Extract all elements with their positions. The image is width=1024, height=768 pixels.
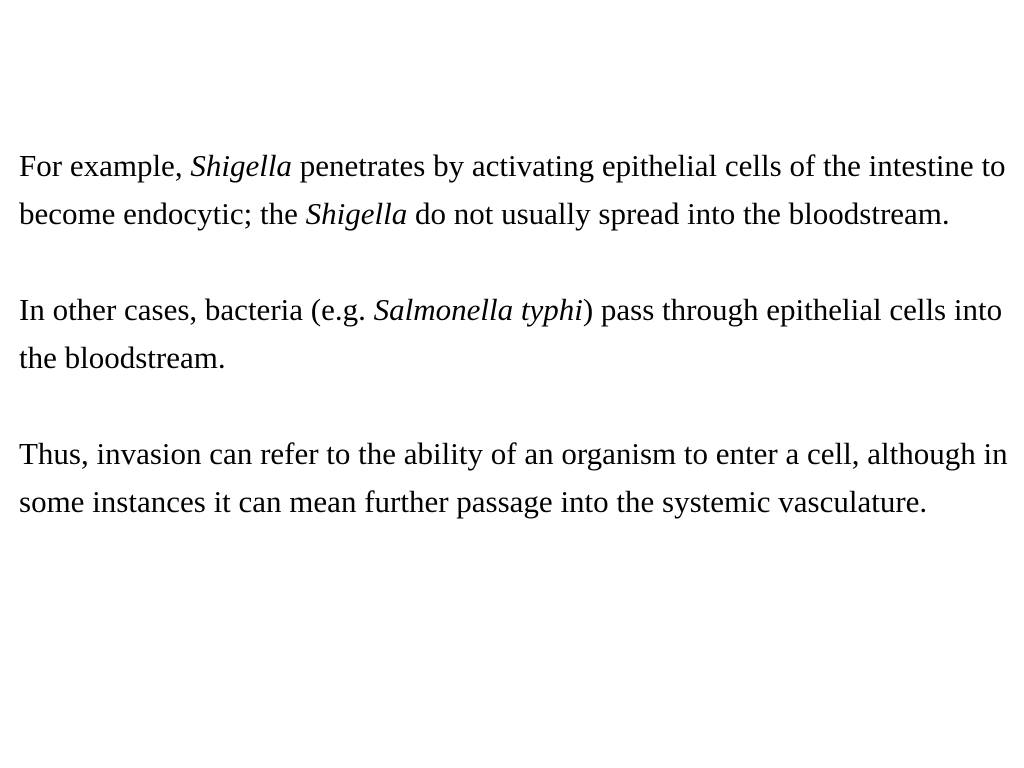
italic-term-shigella: Shigella: [190, 148, 292, 183]
text-run: ) pass through epithelial cells into the bloodstream.: [19, 292, 1003, 375]
paragraph-invasion: [19, 430, 1009, 526]
text-run: In other cases, bacteria (e.g.: [19, 292, 374, 327]
text-run: penetrates by activating epithelial cells of the intestine to become endocytic; the: [19, 148, 1006, 231]
paragraph-shigella: [19, 142, 1009, 238]
text-run: For example,: [19, 148, 191, 183]
text-run: do not usually spread into the bloodstream.: [407, 196, 950, 231]
paragraph-salmonella: [19, 286, 1009, 382]
italic-term-shigella: Shigella: [305, 196, 408, 231]
slide-body-text: [19, 142, 1009, 526]
italic-term-salmonella-typhi: Salmonella typhi: [373, 292, 583, 327]
text-run: Thus, invasion can refer to the ability of an organism to enter a cell, although in some instances it can mean further passage into the systemic vasculature.: [19, 436, 1008, 519]
